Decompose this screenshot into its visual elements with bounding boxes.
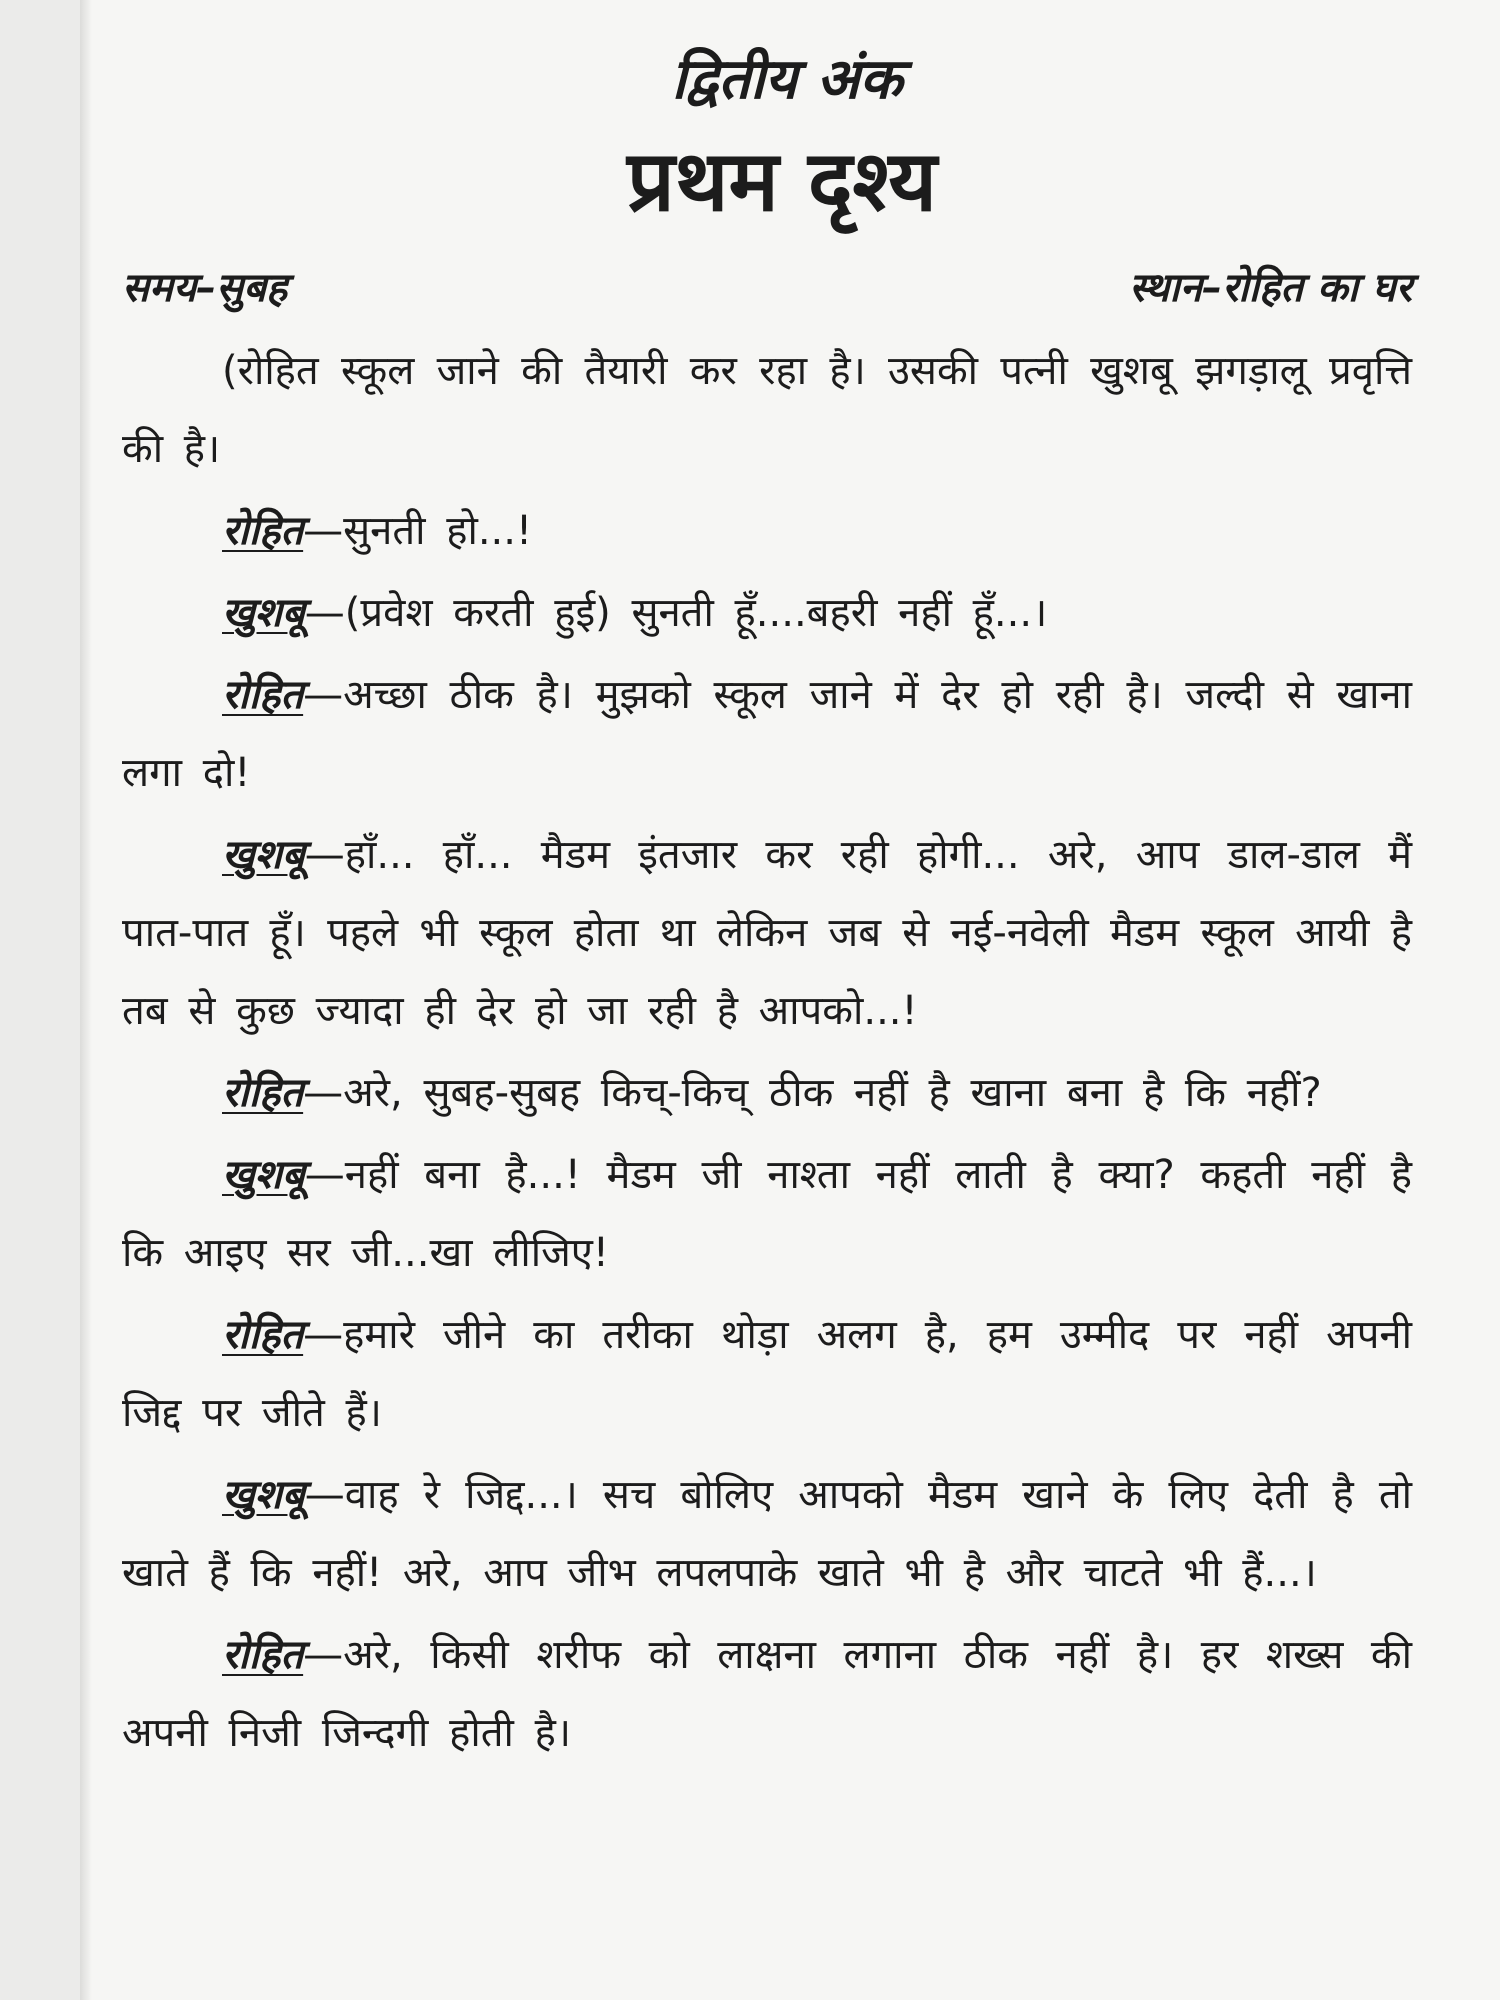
dialogue-line <box>122 1296 1412 1452</box>
dialogue-text: (प्रवेश करती हुई) सुनती हूँ....बहरी नहीं हूँ...। <box>344 590 1048 636</box>
place-label: स्थान–रोहित का घर <box>1129 265 1412 311</box>
dialogue-line <box>122 492 1412 570</box>
speaker-name: रोहित <box>222 1312 304 1358</box>
speaker-name: खुशबू <box>222 590 305 636</box>
dash: — <box>303 1632 344 1678</box>
speaker-name: खुशबू <box>222 1472 305 1518</box>
book-page <box>80 0 1500 2000</box>
dialogue-line <box>122 1616 1412 1772</box>
scene-meta <box>122 258 1412 318</box>
speaker-name: खुशबू <box>222 1152 305 1198</box>
dialogue-text: नहीं बना है...! मैडम जी नाश्ता नहीं लाती है क्या? कहती नहीं है कि आइए सर जी...खा लीजिए! <box>122 1152 1412 1276</box>
act-title: द्वितीय अंक <box>671 47 903 112</box>
dash: — <box>303 508 344 554</box>
dialogue-text: सुनती हो...! <box>343 508 533 554</box>
dash: — <box>304 832 345 878</box>
speaker-name: रोहित <box>222 508 304 554</box>
stage-direction: (रोहित स्कूल जाने की तैयारी कर रहा है। उसकी पत्नी खुशबू झगड़ालू प्रवृत्ति की है। <box>122 348 1412 472</box>
dash: — <box>303 1312 344 1358</box>
dash: — <box>303 672 344 718</box>
speaker-name: रोहित <box>222 672 304 718</box>
dialogue-line <box>122 1456 1412 1612</box>
dash: — <box>304 1472 345 1518</box>
speaker-name: रोहित <box>222 1632 304 1678</box>
dialogue-line <box>122 1054 1412 1132</box>
dialogue-text: वाह रे जिद्द...। सच बोलिए आपको मैडम खाने के लिए देती है तो खाते हैं कि नहीं! अरे, आप जीभ लपलपाके खाते भी है और चाटते भी हैं...। <box>122 1472 1412 1596</box>
dialogue-line <box>122 1136 1412 1292</box>
dialogue-text: हाँ... हाँ... मैडम इंतजार कर रही होगी... अरे, आप डाल-डाल मैं पात-पात हूँ। पहले भी स्कूल होता था लेकिन जब से नई-नवेली मैडम स्कूल आयी है तब से कुछ ज्यादा ही देर हो जा रही है आपको...! <box>122 832 1412 1034</box>
dialogue-line <box>122 574 1412 652</box>
scene-title: प्रथम दृश्य <box>627 132 937 230</box>
dialogue-text: अरे, किसी शरीफ को लाक्षना लगाना ठीक नहीं है। हर शख्स की अपनी निजी जिन्दगी होती है। <box>122 1632 1412 1756</box>
dialogue-line <box>122 656 1412 812</box>
dialogue-text: अच्छा ठीक है। मुझको स्कूल जाने में देर हो रही है। जल्दी से खाना लगा दो! <box>122 672 1412 796</box>
page-content <box>122 40 1412 1776</box>
speaker-name: खुशबू <box>222 832 305 878</box>
dialogue-text: हमारे जीने का तरीका थोड़ा अलग है, हम उम्मीद पर नहीं अपनी जिद्द पर जीते हैं। <box>122 1312 1412 1436</box>
dash: — <box>304 1152 345 1198</box>
dash: — <box>303 1070 344 1116</box>
dialogue-line <box>122 816 1412 1050</box>
time-label: समय–सुबह <box>122 265 288 311</box>
dash: — <box>304 590 345 636</box>
dialogue-text: अरे, सुबह-सुबह किच्-किच् ठीक नहीं है खाना बना है कि नहीं? <box>343 1070 1322 1116</box>
speaker-name: रोहित <box>222 1070 304 1116</box>
